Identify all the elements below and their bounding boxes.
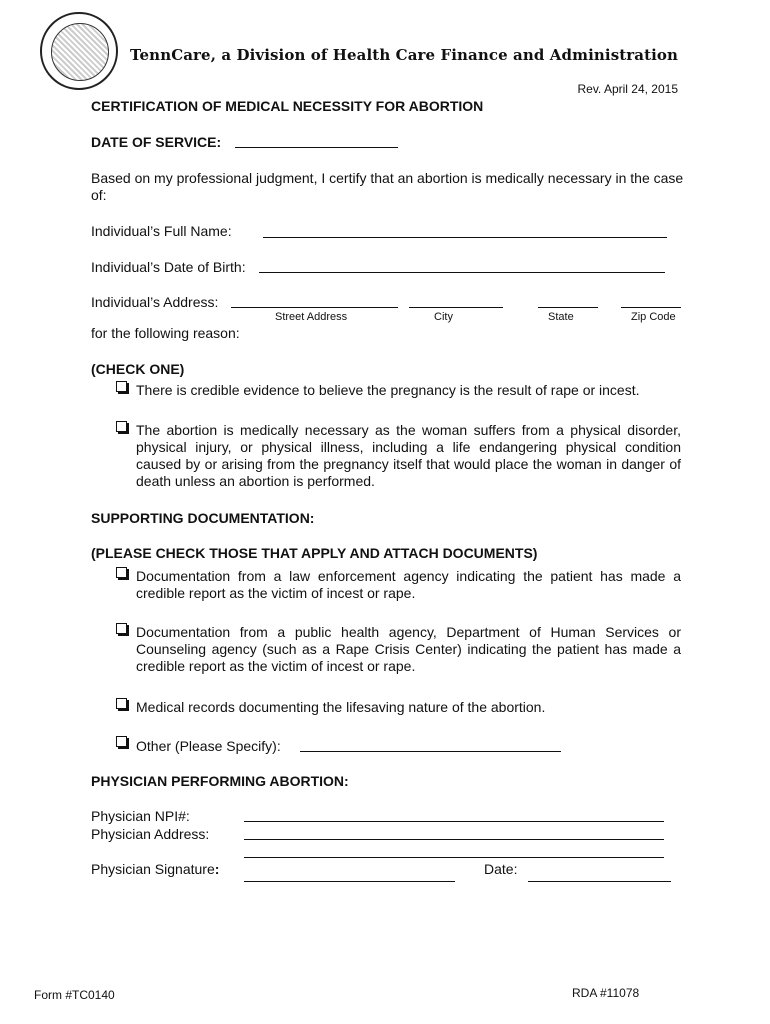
physician-heading: PHYSICIAN PERFORMING ABORTION:	[91, 773, 349, 789]
form-title: CERTIFICATION OF MEDICAL NECESSITY FOR ABORTION	[91, 98, 484, 114]
physician-address-field-line-2[interactable]	[244, 857, 664, 858]
full-name-label: Individual’s Full Name:	[91, 223, 232, 239]
supporting-documentation-instructions: (PLEASE CHECK THOSE THAT APPLY AND ATTACH DOCUMENTS)	[91, 545, 538, 561]
reason-label: for the following reason:	[91, 325, 240, 341]
supporting-documentation-heading: SUPPORTING DOCUMENTATION:	[91, 510, 315, 526]
medical-necessity-option-text: The abortion is medically necessary as the woman suffers from a physical disorder, physical injury, or physical illness, including a life endangering physical condition caused by or arising from the pregnancy itself that would place the woman in danger of death unless an abortion is performed.	[136, 422, 681, 489]
public-health-agency-checkbox[interactable]	[116, 623, 127, 634]
law-enforcement-option-text: Documentation from a law enforcement agency indicating the patient has made a credible report as the victim of incest or rape.	[136, 568, 681, 601]
address-label: Individual’s Address:	[91, 294, 219, 310]
zip-code-sublabel: Zip Code	[631, 311, 676, 323]
medical-records-option-text: Medical records documenting the lifesaving nature of the abortion.	[136, 699, 546, 715]
zip-code-field[interactable]	[621, 307, 681, 308]
street-address-field[interactable]	[231, 307, 398, 308]
check-one-heading: (CHECK ONE)	[91, 361, 185, 377]
rape-incest-checkbox[interactable]	[116, 381, 127, 392]
date-of-service-label: DATE OF SERVICE:	[91, 134, 222, 150]
date-of-service-field[interactable]	[235, 147, 398, 148]
form-number: Form #TC0140	[34, 988, 115, 1002]
other-option-text: Other (Please Specify):	[136, 738, 281, 754]
other-specify-field[interactable]	[300, 751, 561, 752]
seal-emblem-icon	[51, 23, 109, 81]
rda-number: RDA #11078	[572, 986, 640, 1000]
law-enforcement-checkbox[interactable]	[116, 567, 127, 578]
physician-signature-field[interactable]	[244, 881, 455, 882]
state-field[interactable]	[538, 307, 598, 308]
city-sublabel: City	[434, 311, 453, 323]
city-field[interactable]	[409, 307, 503, 308]
dob-label: Individual’s Date of Birth:	[91, 259, 246, 275]
public-health-agency-option-text: Documentation from a public health agency, Department of Human Services or Counseling agency (such as a Rape Crisis Center) indicating the patient has made a credible report as the victim of incest or rape.	[136, 624, 681, 674]
tennessee-seal-logo	[40, 12, 118, 90]
dob-field[interactable]	[259, 272, 665, 273]
medical-necessity-checkbox[interactable]	[116, 421, 127, 432]
state-sublabel: State	[548, 311, 574, 323]
signature-date-field[interactable]	[528, 881, 671, 882]
rape-incest-option-text: There is credible evidence to believe the pregnancy is the result of rape or incest.	[136, 382, 640, 398]
certification-statement: Based on my professional judgment, I certify that an abortion is medically necessary in the case of:	[91, 170, 684, 203]
physician-signature-label	[91, 861, 219, 878]
physician-signature-label-text: Physician Signature	[91, 861, 215, 877]
organization-title: TennCare, a Division of Health Care Finance and Administration	[130, 46, 679, 64]
physician-signature-colon: :	[214, 861, 220, 877]
revision-date: Rev. April 24, 2015	[577, 82, 678, 96]
medical-records-checkbox[interactable]	[116, 698, 127, 709]
other-checkbox[interactable]	[116, 736, 127, 747]
physician-address-label: Physician Address:	[91, 826, 210, 842]
street-address-sublabel: Street Address	[275, 311, 348, 323]
physician-address-field[interactable]	[244, 839, 664, 840]
physician-npi-label: Physician NPI#:	[91, 808, 190, 824]
physician-npi-field[interactable]	[244, 821, 664, 822]
full-name-field[interactable]	[263, 237, 667, 238]
date-label: Date:	[484, 861, 518, 877]
